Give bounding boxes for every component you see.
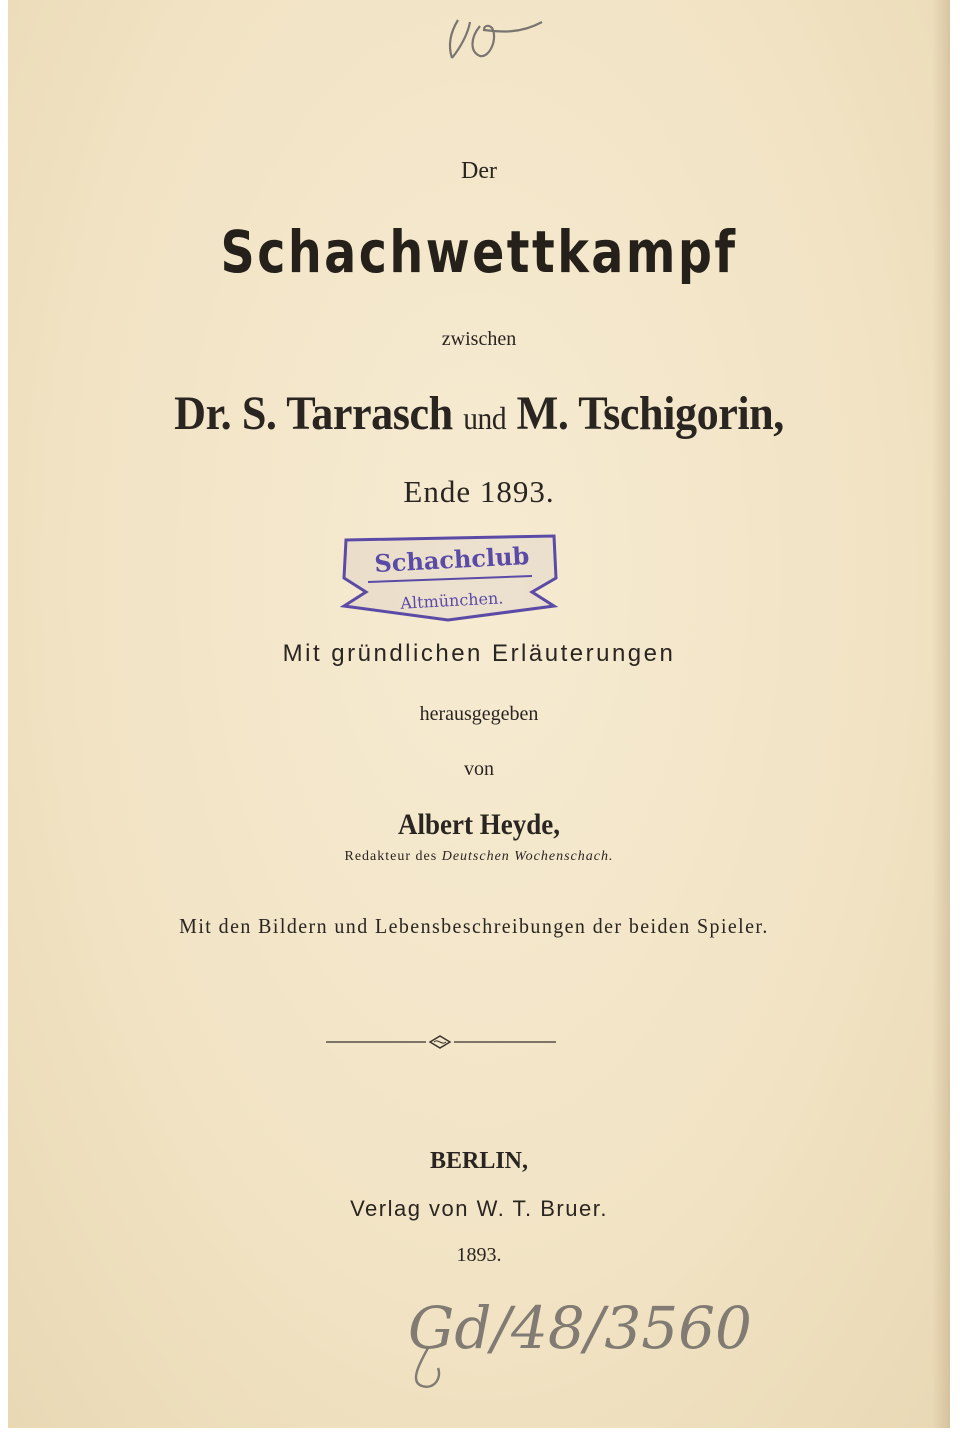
svg-text:Schachclub: Schachclub [373,540,531,579]
author-role-publication: Deutschen Wochenschach. [441,849,614,864]
author-role [8,849,950,865]
publication-year: 1893. [456,1244,502,1266]
library-stamp [332,522,568,628]
publisher-city: BERLIN, [429,1148,529,1174]
player1-name: Dr. S. Tarrasch [174,387,453,440]
player2-name: M. Tschigorin, [516,387,784,440]
title-zwischen: zwischen [441,328,517,350]
author-role-prefix: Redakteur des [344,849,438,864]
subtitle-herausgegeben: herausgegeben [419,703,539,725]
ornament-divider [326,1032,556,1052]
publisher-name: Verlag von W. T. Bruer. [350,1196,608,1221]
subtitle-von: von [464,758,494,780]
pencil-mark-top [440,8,550,66]
subtitle-erlaeuterungen: Mit gründlichen Erläuterungen [282,640,676,667]
author-name: Albert Heyde, [398,808,560,841]
main-title: Schachwettkampf [220,218,738,286]
title-der: Der [461,158,497,184]
svg-text:Gd/48/3560: Gd/48/3560 [408,1294,752,1362]
svg-text:Altmünchen.: Altmünchen. [399,588,504,613]
pencil-shelfmark [398,1286,788,1396]
book-title-page [8,0,950,1428]
illustrations-note: Mit den Bildern und Lebensbeschreibungen der beiden Spieler. [179,914,769,938]
conjunction-und: und [463,400,507,436]
date-line: Ende 1893. [403,474,555,509]
player-names [46,386,913,441]
